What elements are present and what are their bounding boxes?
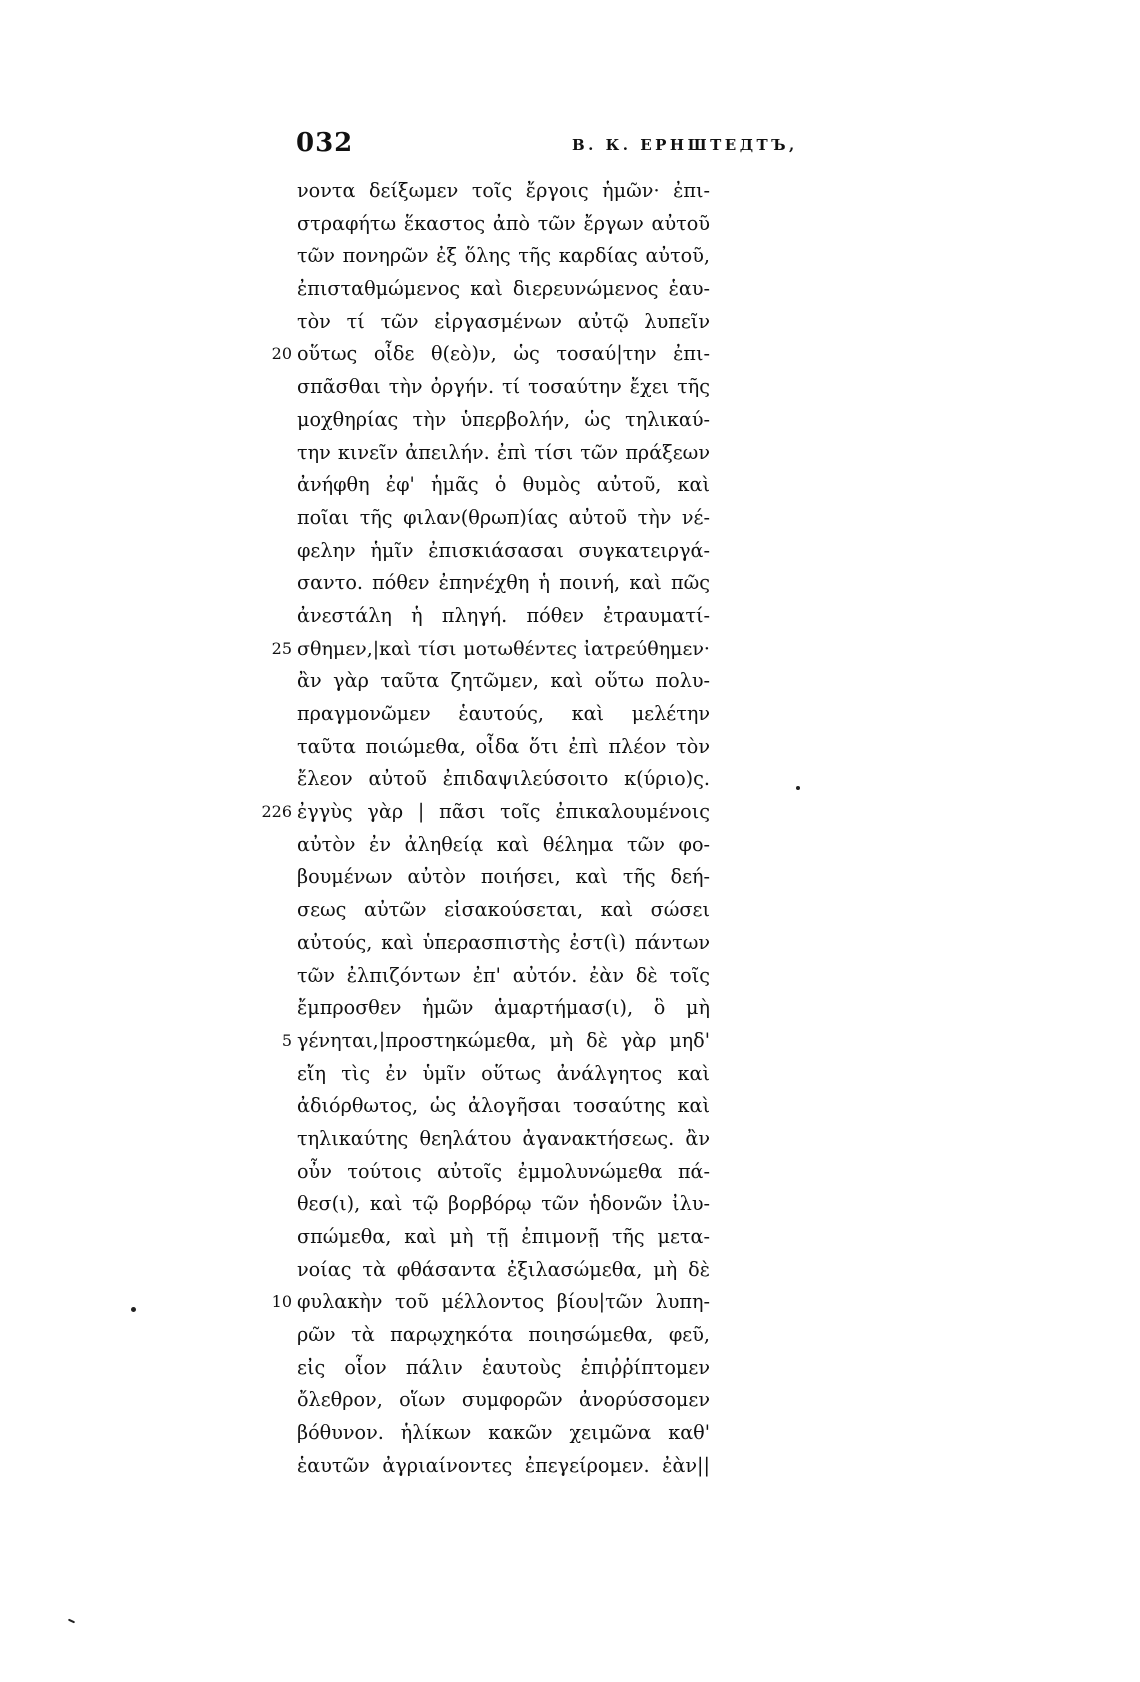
text-line [250, 1319, 710, 1352]
text-line [250, 306, 710, 339]
text-line [250, 240, 710, 273]
line-text: ἔμπροσθεν ἡμῶν ἁμαρτήμασ(ι), ὃ μὴ [297, 996, 710, 1020]
text-line [250, 437, 710, 470]
print-speck [131, 1307, 136, 1312]
line-number: 5 [281, 1030, 292, 1050]
text-line [250, 208, 710, 241]
text-line [250, 1156, 710, 1189]
line-text: ρῶν τὰ παρῳχηκότα ποιησώμεθα, φεῦ, [297, 1323, 710, 1347]
text-line [250, 829, 710, 862]
text-line [250, 698, 710, 731]
text-line [250, 502, 710, 535]
line-text: ἔλεον αὐτοῦ ἐπιδαψιλεύσοιτο κ(ύριο)ς. [297, 767, 710, 791]
line-text: φυλακὴν τοῦ μέλλοντος βίου|τῶν λυπη- [297, 1290, 710, 1314]
line-text: φελην ἡμῖν ἐπισκιάσασαι συγκατειργά- [297, 538, 710, 562]
line-text: τῶν ἐλπιζόντων ἐπ' αὐτόν. ἐὰν δὲ τοῖς [297, 963, 710, 987]
print-speck [68, 1619, 75, 1624]
line-text: ἀδιόρθωτος, ὡς ἀλογῆσαι τοσαύτης καὶ [297, 1094, 710, 1118]
line-text: αὐτὸν ἐν ἀληθείᾳ καὶ θέλημα τῶν φο- [297, 832, 710, 856]
line-text: οὕτως οἶδε θ(εὸ)ν, ὡς τοσαύ|την ἐπι- [297, 342, 710, 366]
text-line [250, 1123, 710, 1156]
text-line [250, 1352, 710, 1385]
line-text: την κινεῖν ἀπειλήν. ἐπὶ τίσι τῶν πράξεων [297, 440, 710, 464]
line-number: 10 [271, 1292, 292, 1312]
line-text: αὐτούς, καὶ ὑπερασπιστὴς ἐστ(ὶ) πάντων [297, 930, 710, 954]
line-text: ἐγγὺς γὰρ | πᾶσι τοῖς ἐπικαλουμένοις [297, 800, 710, 824]
text-line [250, 567, 710, 600]
text-line [250, 960, 710, 993]
line-text: πραγμονῶμεν ἑαυτούς, καὶ μελέτην [297, 702, 710, 725]
text-line [250, 1058, 710, 1091]
text-line [250, 1417, 710, 1450]
text-line [250, 371, 710, 404]
line-text: σαντο. πόθεν ἐπηνέχθη ἡ ποινή, καὶ πῶς [297, 571, 710, 595]
line-text: τηλικαύτης θεηλάτου ἀγανακτήσεως. ἂν [297, 1126, 710, 1150]
line-text: θεσ(ι), καὶ τῷ βορβόρῳ τῶν ἡδονῶν ἰλυ- [297, 1192, 710, 1216]
text-line [250, 894, 710, 927]
text-line [250, 1221, 710, 1254]
line-text: τῶν πονηρῶν ἐξ ὅλης τῆς καρδίας αὐτοῦ, [297, 244, 710, 268]
line-text: σθημεν,|καὶ τίσι μοτωθέντες ἰατρεύθημεν· [297, 637, 710, 660]
greek-text-block [250, 175, 710, 1483]
line-text: εἰς οἷον πάλιν ἑαυτοὺς ἐπιῤῥίπτομεν [297, 1355, 710, 1379]
line-text: ἂν γὰρ ταῦτα ζητῶμεν, καὶ οὕτω πολυ- [297, 669, 710, 693]
line-text: νοίας τὰ φθάσαντα ἐξιλασώμεθα, μὴ δὲ [297, 1257, 710, 1281]
line-text: ὄλεθρον, οἵων συμφορῶν ἀνορύσσομεν [297, 1388, 710, 1412]
line-text: εἴη τὶς ἐν ὑμῖν οὕτως ἀνάλγητος καὶ [297, 1061, 710, 1085]
line-text: ἀνεστάλη ἡ πληγή. πόθεν ἐτραυματί- [297, 603, 710, 627]
print-speck [796, 786, 800, 790]
text-line [250, 665, 710, 698]
text-line [250, 1090, 710, 1123]
text-line [250, 633, 710, 666]
line-text: σεως αὐτῶν εἰσακούσεται, καὶ σώσει [297, 898, 710, 922]
line-text: τὸν τί τῶν εἰργασμένων αὐτῷ λυπεῖν [297, 309, 710, 333]
text-line [250, 175, 710, 208]
line-text: ποῖαι τῆς φιλαν(θρωπ)ίας αὐτοῦ τὴν νέ- [297, 505, 710, 529]
line-text: ἐπισταθμώμενος καὶ διερευνώμενος ἑαυ- [297, 277, 710, 301]
line-text: σπώμεθα, καὶ μὴ τῇ ἐπιμονῇ τῆς μετα- [297, 1225, 710, 1248]
page-number: 032 [296, 128, 354, 158]
line-text: ἀνήφθη ἐφ' ἡμᾶς ὁ θυμὸς αὐτοῦ, καὶ [297, 473, 710, 497]
running-head: В. К. ЕРНШТЕДТЪ, [572, 136, 798, 154]
text-line [250, 1450, 710, 1483]
line-text: ἑαυτῶν ἀγριαίνοντες ἐπεγείρομεν. ἐὰν|| [297, 1453, 710, 1477]
line-text: ταῦτα ποιώμεθα, οἶδα ὅτι ἐπὶ πλέον τὸν [297, 734, 710, 758]
text-line [250, 1254, 710, 1287]
text-line [250, 1188, 710, 1221]
line-text: μοχθηρίας τὴν ὑπερβολήν, ὡς τηλικαύ- [297, 407, 710, 431]
line-text: οὖν τούτοις αὐτοῖς ἐμμολυνώμεθα πά- [297, 1159, 710, 1183]
text-line [250, 600, 710, 633]
text-line [250, 731, 710, 764]
text-line [250, 338, 710, 371]
line-text: σπᾶσθαι τὴν ὀργήν. τί τοσαύτην ἔχει τῆς [297, 375, 710, 399]
line-number: 20 [271, 344, 292, 364]
line-text: γένηται,|προστηκώμεθα, μὴ δὲ γὰρ μηδ' [297, 1028, 710, 1052]
text-line [250, 1286, 710, 1319]
text-line [250, 992, 710, 1025]
text-line [250, 273, 710, 306]
line-text: βόθυνον. ἡλίκων κακῶν χειμῶνα καθ' [297, 1421, 710, 1445]
line-text: βουμένων αὐτὸν ποιήσει, καὶ τῆς δεή- [297, 865, 710, 889]
text-line [250, 404, 710, 437]
text-line [250, 927, 710, 960]
text-line [250, 1025, 710, 1058]
line-text: νοντα δείξωμεν τοῖς ἔργοις ἡμῶν· ἐπι- [297, 179, 710, 202]
text-line [250, 535, 710, 568]
text-line [250, 763, 710, 796]
text-line [250, 469, 710, 502]
line-text: στραφήτω ἕκαστος ἀπὸ τῶν ἔργων αὐτοῦ [297, 211, 710, 235]
text-line [250, 1384, 710, 1417]
text-line [250, 861, 710, 894]
line-number: 25 [271, 638, 292, 658]
line-number: 226 [261, 802, 292, 822]
text-line [250, 796, 710, 829]
